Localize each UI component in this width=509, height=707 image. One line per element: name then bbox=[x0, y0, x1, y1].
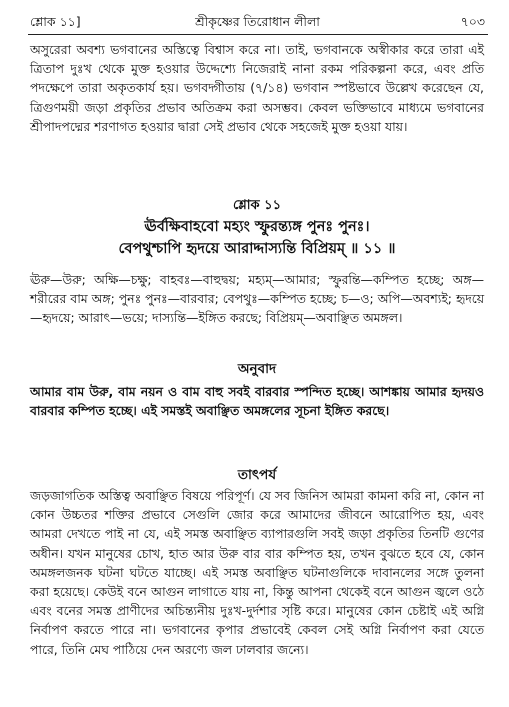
purport-heading: তাৎপর্য bbox=[237, 467, 277, 483]
translation-paragraph: আমার বাম উরু, বাম নয়ন ও বাম বাহু সবই বারবার স্পন্দিত হচ্ছে। আশঙ্কায় আমার হৃদয়ও বারবার কম্পিত হচ্ছে। এই সমস্তই অবাঞ্ছিত অমঙ্গলের সূচনা ইঙ্গিত করছে। bbox=[30, 384, 484, 419]
verse-reference: শ্লোক ১১] bbox=[30, 14, 81, 29]
verse-text bbox=[30, 216, 484, 260]
translation-heading: অনুবাদ bbox=[237, 361, 277, 377]
verse-line-1: ঊর্বক্ষিবাহবো মহ্যং স্ফুরন্ত্যঙ্গ পুনঃ পুনঃ। bbox=[144, 219, 370, 235]
synonyms-paragraph: ঊরু—উরু; অক্ষি—চক্ষু; বাহবঃ—বাহুদ্বয়; মহ্যম্—আমার; স্ফুরন্তি—কম্পিত হচ্ছে; অঙ্গ—শরীরের বাম অঙ্গ; পুনঃ পুনঃ—বারবার; বেপথুঃ—কম্পিত হচ্ছে; চ—ও; অপি—অবশ্যই; হৃদয়ে—হৃদয়ে; আরাৎ—ভয়ে; দাস্যন্তি—ইঙ্গিত করছে; বিপ্রিয়ম্—অবাঞ্ছিত অমঙ্গল। bbox=[30, 272, 484, 326]
verse-line-2: বেপথুশ্চাপি হৃদয়ে আরাদ্দাস্যন্তি বিপ্রিয়ম্ ॥ ১১ ॥ bbox=[118, 241, 396, 257]
page-header bbox=[30, 12, 485, 34]
chapter-title: শ্রীকৃষ্ণের তিরোধান লীলা bbox=[195, 14, 320, 29]
verse-title: শ্লোক ১১ bbox=[232, 198, 282, 213]
purport-paragraph: জড়জাগতিক অস্তিত্ব অবাঞ্ছিত বিষয়ে পরিপূর্ণ। যে সব জিনিস আমরা কামনা করি না, কোন না কোন উচ্চতর শক্তির প্রভাবে সেগুলি জোর করে আমাদের জীবনে আরোপিত হয়, এবং আমরা দেখতে পাই না যে, এই সমস্ত অবাঞ্ছিত ব্যাপারগুলি সবই জড়া প্রকৃতির তিনটি গুণের অধীন। যখন মানুষের চোখ, হাত আর উরু বার বার কম্পিত হয়, তখন বুঝতে হবে যে, কোন অমঙ্গলজনক ঘটনা ঘটতে যাচ্ছে। এই সমস্ত অবাঞ্ছিত ঘটনাগুলিকে দাবানলের সঙ্গে তুলনা করা হয়েছে। কেউই বনে আগুন লাগাতে যায় না, কিন্তু আপনা থেকেই বনে আগুন জ্বলে ওঠে এবং বনের সমস্ত প্রাণীদের অচিন্ত্যনীয় দুঃখ-দুর্দশার সৃষ্টি করে। মানুষের কোন চেষ্টাই এই অগ্নি নির্বাপণ করতে পারে না। ভগবানের কৃপার প্রভাবেই কেবল সেই অগ্নি নির্বাপণ করা যেতে পারে, তিনি মেঘ পাঠিয়ে দেন অরণ্যে জল ঢালবার জন্যে। bbox=[30, 488, 484, 657]
intro-paragraph: অসুরেরা অবশ্য ভগবানের অস্তিত্বে বিশ্বাস করে না। তাই, ভগবানকে অস্বীকার করে তারা এই ত্রিতাপ দুঃখ থেকে মুক্ত হওয়ার উদ্দেশ্যে নিজেরাই নানা রকম পরিকল্পনা করে, এবং প্রতি পদক্ষেপে তারা অকৃতকার্য হয়। ভগবদ্গীতায় (৭/১৪) ভগবান স্পষ্টভাবে উল্লেখ করেছেন যে, ত্রিগুণময়ী জড়া প্রকৃতির প্রভাব অতিক্রম করা অসম্ভব। কেবল ভক্তিভাবে মাধ্যমে ভগবানের শ্রীপাদপদ্মের শরণাগত হওয়ার দ্বারা সেই প্রভাব থেকে সহজেই মুক্ত হওয়া যায়। bbox=[30, 42, 484, 134]
header-divider bbox=[28, 34, 488, 35]
page-number: ৭০৩ bbox=[460, 14, 485, 29]
